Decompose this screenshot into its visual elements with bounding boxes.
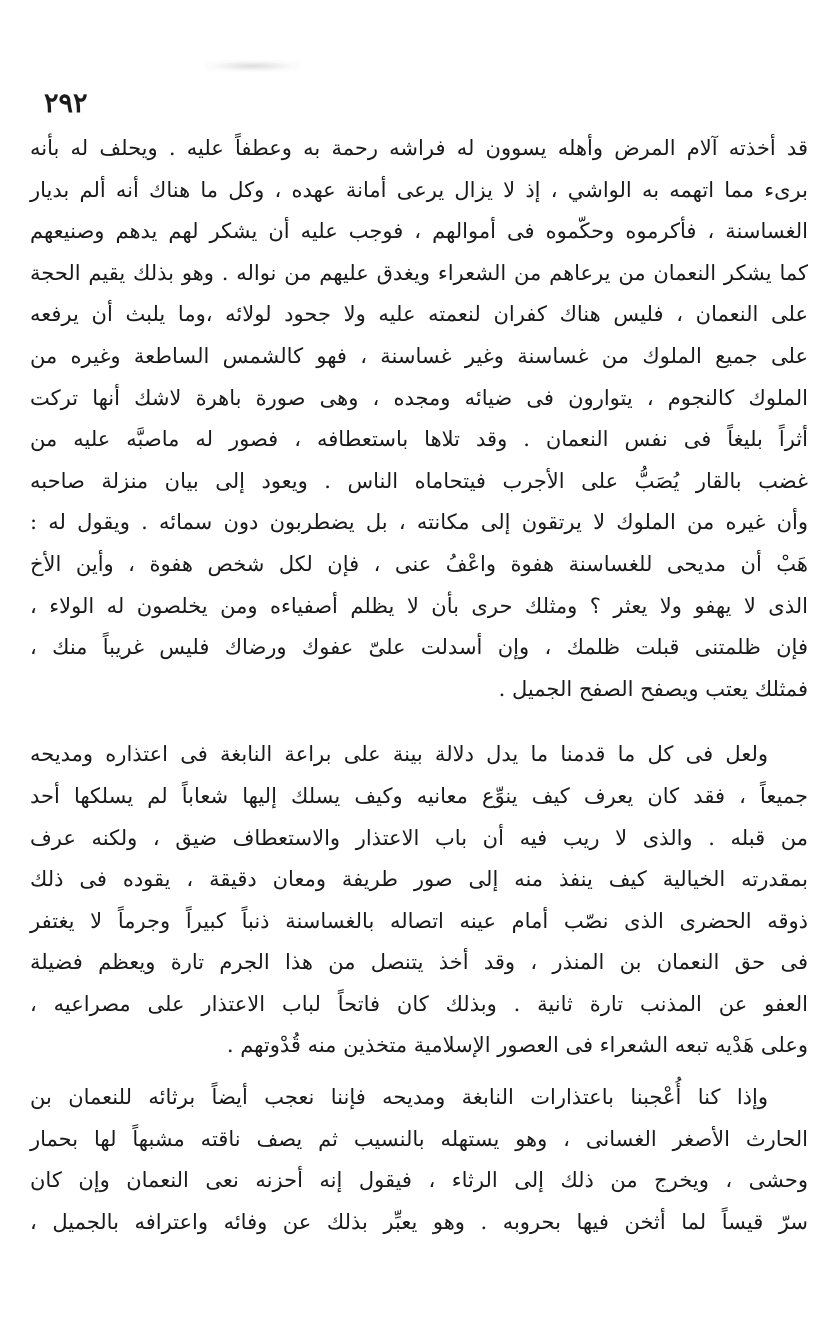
text-line: جميعاً ، فقد كان يعرف كيف ينوِّع معانيه وكيف يسلك إليها شعاباً لم يسلكها أحد bbox=[30, 783, 808, 808]
text-line: الحارث الأصغر الغسانى ، وهو يستهله بالنسيب ثم يصف ناقته مشبهاً لها بحمار bbox=[30, 1126, 808, 1151]
text-line: على جميع الملوك من غساسنة وغير غساسنة ، فهو كالشمس الساطعة وغيره من bbox=[30, 343, 808, 368]
text-line: كما يشكر النعمان من يرعاهم من الشعراء ويغدق عليهم من نواله . وهو بذلك يقيم الحجة bbox=[30, 260, 808, 285]
text-line: برىء مما اتهمه به الواشي ، إذ لا يزال يرعى أمانة عهده ، وكل ما هناك أنه ألم بديار bbox=[30, 177, 808, 202]
text-line: وحشى ، ويخرج من ذلك إلى الرثاء ، فيقول إنه أحزنه نعى النعمان وإن كان bbox=[30, 1168, 808, 1193]
text-line: أثراً بليغاً فى نفس النعمان . وقد تلاها باستعطافه ، فصور له ماصبَّه عليه من bbox=[30, 427, 808, 452]
text-line: العفو عن المذنب تارة ثانية . وبذلك كان فاتحاً لباب الاعتذار على مصراعيه ، bbox=[30, 991, 808, 1016]
text-line: ولعل فى كل ما قدمنا ما يدل دلالة بينة على براعة النابغة فى اعتذاره ومديحه bbox=[30, 742, 768, 767]
text-line: وإذا كنا أُعْجبنا باعتذارات النابغة ومديحه فإننا نعجب أيضاً برثائه للنعمان بن bbox=[30, 1085, 768, 1110]
text-line: فى حق النعمان بن المنذر ، وقد أخذ يتنصل من هذا الجرم تارة ويعظم فضيلة bbox=[30, 950, 808, 975]
scan-smudge bbox=[205, 60, 300, 72]
text-line: من قبله . والذى لا ريب فيه أن باب الاعتذار والاستعطاف ضيق ، ولكنه عرف bbox=[30, 825, 808, 850]
text-line: الذى لا يهفو ولا يعثر ؟ ومثلك حرى بأن لا يظلم أصفياءه ومن يخلصون له الولاء ، bbox=[30, 593, 808, 618]
text-line: الملوك كالنجوم ، يتوارون فى ضيائه ومجده ، وهى صورة باهرة لاشك أنها تركت bbox=[30, 385, 808, 410]
text-line: وأن غيره من الملوك لا يرتقون إلى مكانته ، بل يضطربون دون سمائه . ويقول له : bbox=[30, 510, 808, 535]
text-line: على النعمان ، فليس هناك كفران لنعمته عليه ولا جحود لولائه ،وما يلبث أن يرفعه bbox=[30, 302, 808, 327]
text-line: فإن ظلمتنى قبلت ظلمك ، وإن أسدلت علىّ عفوك ورضاك فليس غريباً منك ، bbox=[30, 635, 808, 660]
page-body bbox=[30, 128, 808, 1243]
paragraph-1 bbox=[30, 128, 808, 710]
text-line: سرّ قيساً لما أثخن فيها بحروبه . وهو يعبِّر بذلك عن وفائه واعترافه بالجميل ، bbox=[30, 1209, 808, 1234]
text-line: هَبْ أن مديحى للغساسنة هفوة واعْفُ عنى ، فإن لكل شخص هفوة ، وأين الأخ bbox=[30, 551, 808, 576]
text-line: قد أخذته آلام المرض وأهله يسوون له فراشه رحمة به وعطفاً عليه . ويحلف له بأنه bbox=[30, 136, 808, 160]
text-line: فمثلك يعتب ويصفح الصفح الجميل . bbox=[498, 676, 808, 701]
paragraph-3 bbox=[30, 1077, 808, 1243]
text-line: الغساسنة ، فأكرموه وحكّموه فى أموالهم ، فوجب عليه أن يشكر لهم يدهم وصنيعهم bbox=[30, 219, 808, 244]
text-line: وعلى هَدْيه تبعه الشعراء فى العصور الإسلامية متخذين منه قُدْوتهم . bbox=[226, 1033, 808, 1058]
paragraph-2 bbox=[30, 734, 808, 1067]
text-line: غضب بالقار يُصَبُّ على الأجرب فيتحاماه الناس . ويعود إلى بيان منزلة صاحبه bbox=[30, 468, 808, 493]
text-line: بمقدرته الخيالية كيف ينفذ منه إلى صور طريفة ومعان دقيقة ، يقوده فى ذلك bbox=[30, 867, 809, 892]
page-number: ٢٩٢ bbox=[44, 88, 88, 119]
text-line: ذوقه الحضرى الذى نصّب أمام عينه اتصاله بالغساسنة ذنباً كبيراً وجرماً لا يغتفر bbox=[30, 908, 808, 933]
